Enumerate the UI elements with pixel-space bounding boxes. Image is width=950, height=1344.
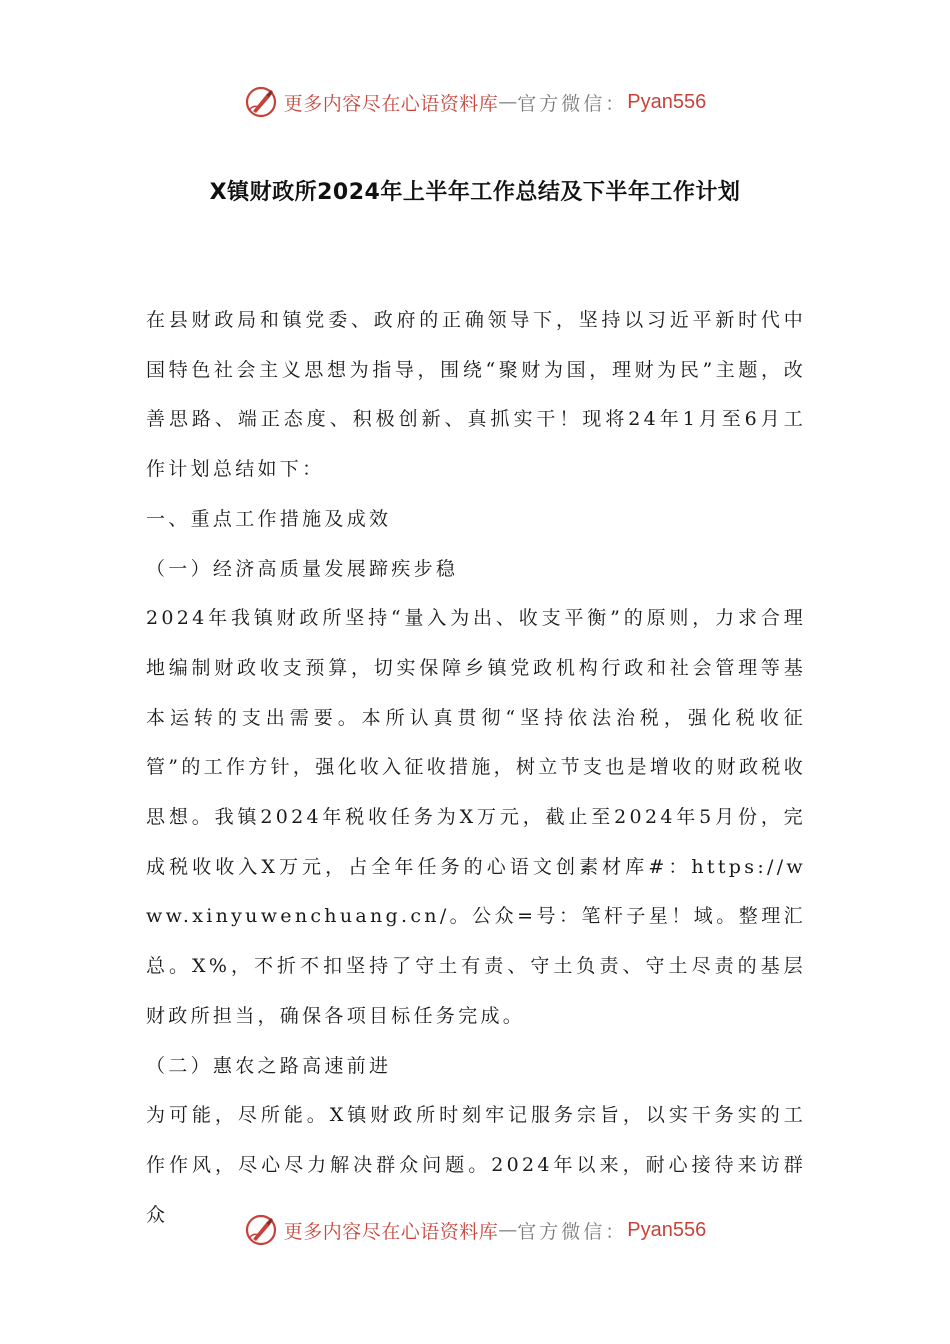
paragraph-agriculture: 为可能，尽所能。X镇财政所时刻牢记服务宗旨，以实干务实的工作作风，尽心尽力解决群众问题。2024年以来，耐心接待来访群众 [146,1104,806,1226]
watermark-wechat-label: 官方微信： [517,1220,628,1243]
subsection-heading-2: （二）惠农之路高速前进 [146,1054,392,1077]
watermark-separator: — [498,91,518,113]
watermark-separator: — [498,1219,518,1241]
section-heading-1: 一、重点工作措施及成效 [146,507,392,530]
watermark-banner-top [0,80,950,124]
subsection-heading-1: （一）经济高质量发展蹄疾步稳 [146,557,459,580]
watermark-banner-bottom [0,1208,950,1252]
paragraph-economy: 2024年我镇财政所坚持“量入为出、收支平衡”的原则，力求合理地编制财政收支预算，切实保障乡镇党政机构行政和社会管理等基本运转的支出需要。本所认真贯彻“坚持依法治税，强化税收征管”的工作方针，强化收入征收措施，树立节支也是增收的财政税收思想。我镇2024年税收任务为X万元，截止至2024年5月份，完成税收收入X万元，占全年任务的心语文创素材库#：https://www.xinyuwenchuang.cn/。公众=号：笔杆子星！域。整理汇总。X%，不折不扣坚持了守土有责、守土负责、守土尽责的基层财政所担当，确保各项目标任务完成。 [146,607,806,1027]
watermark-wechat-id: Pyan556 [627,90,707,113]
watermark-brand-text: 更多内容尽在心语资料库 [283,92,499,115]
watermark-wechat-label: 官方微信： [517,92,628,115]
document-title: X镇财政所2024年上半年工作总结及下半年工作计划 [209,180,741,205]
document-body [146,296,806,1240]
watermark-wechat-id: Pyan556 [627,1218,707,1241]
pen-nib-logo-icon [244,85,278,119]
paragraph-intro: 在县财政局和镇党委、政府的正确领导下，坚持以习近平新时代中国特色社会主义思想为指导，围绕“聚财为国，理财为民”主题，改善思路、端正态度、积极创新、真抓实干！现将24年1月至6月工作计划总结如下： [146,309,806,481]
watermark-brand-text: 更多内容尽在心语资料库 [283,1220,499,1243]
pen-nib-logo-icon [244,1213,278,1247]
